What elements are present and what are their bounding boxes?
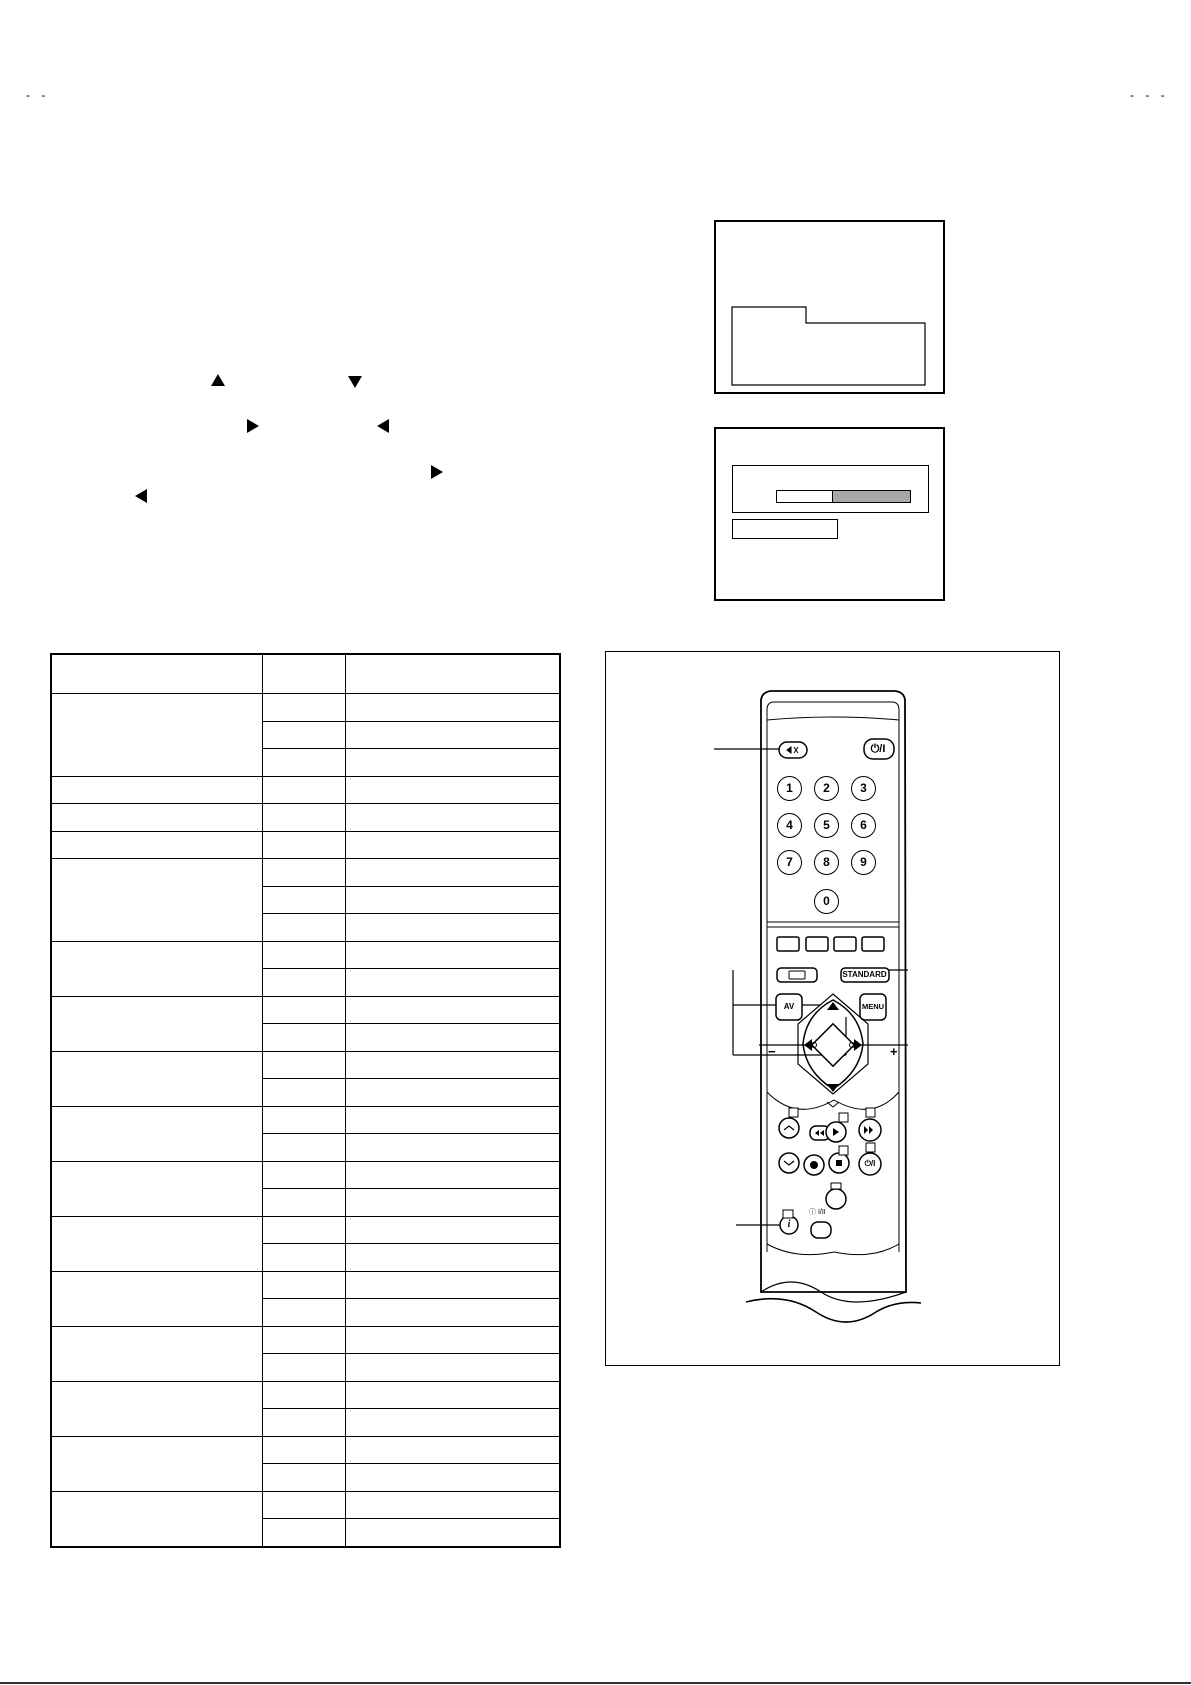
digit-button-8[interactable]: 8: [814, 850, 839, 875]
mode-cell: [262, 859, 346, 887]
adjust-bar-filled: [832, 490, 911, 503]
mode-cell: [262, 969, 346, 997]
value-cell: [346, 1024, 560, 1052]
table-row: [51, 1161, 560, 1189]
table-header-cell: [51, 654, 262, 694]
value-cell: [346, 831, 560, 859]
mode-cell: [262, 721, 346, 749]
item-cell: [51, 1106, 262, 1161]
info-button[interactable]: i: [787, 1219, 791, 1230]
value-cell: [346, 1326, 560, 1354]
page-bottom-rule: [0, 1682, 1191, 1684]
mode-cell: [262, 1051, 346, 1079]
mode-cell: [262, 1161, 346, 1189]
item-cell: [51, 1491, 262, 1547]
value-cell: [346, 1189, 560, 1217]
value-cell: [346, 1354, 560, 1382]
item-cell: [51, 804, 262, 832]
menu-tab-frame: [716, 222, 943, 392]
digit-button-9[interactable]: 9: [851, 850, 876, 875]
value-cell: [346, 1134, 560, 1162]
value-cell: [346, 886, 560, 914]
left-button[interactable]: [799, 1030, 825, 1060]
value-cell: [346, 1381, 560, 1409]
digit-button-3[interactable]: 3: [851, 776, 876, 801]
av-button[interactable]: AV: [783, 1002, 795, 1011]
mode-cell: [262, 941, 346, 969]
value-cell: [346, 1491, 560, 1519]
screen-illustration-2: [714, 427, 945, 601]
value-cell: [346, 1299, 560, 1327]
value-cell: [346, 1106, 560, 1134]
power-button[interactable]: ⏻/I: [870, 743, 886, 755]
digit-button-5[interactable]: 5: [814, 813, 839, 838]
mode-cell: [262, 914, 346, 942]
item-cell: [51, 831, 262, 859]
table-row: [51, 804, 560, 832]
remote-figure-frame: [605, 651, 1060, 1366]
left-arrow-icon: [135, 489, 147, 503]
mode-cell: [262, 1189, 346, 1217]
mode-cell: [262, 1491, 346, 1519]
table-row: [51, 1326, 560, 1354]
mode-cell: [262, 694, 346, 722]
right-button[interactable]: [841, 1030, 867, 1060]
down-arrow-icon: [348, 376, 362, 388]
table-row: [51, 1271, 560, 1299]
value-cell: [346, 776, 560, 804]
mode-cell: [262, 1436, 346, 1464]
digit-button-1[interactable]: 1: [777, 776, 802, 801]
table-row: [51, 1381, 560, 1409]
up-arrow-icon: [211, 374, 225, 386]
digit-button-4[interactable]: 4: [777, 813, 802, 838]
mute-button[interactable]: [778, 741, 807, 758]
item-cell: [51, 1216, 262, 1271]
value-cell: [346, 1436, 560, 1464]
left-arrow-icon: [377, 419, 389, 433]
value-cell: [346, 1051, 560, 1079]
table-row: [51, 859, 560, 887]
table-row: [51, 1216, 560, 1244]
digit-button-2[interactable]: 2: [814, 776, 839, 801]
table-row: [51, 831, 560, 859]
adjustment-table: [50, 653, 561, 1548]
value-cell: [346, 1519, 560, 1547]
mode-cell: [262, 1134, 346, 1162]
value-cell: [346, 1464, 560, 1492]
mode-cell: [262, 1079, 346, 1107]
record-power-button[interactable]: ⏻/I: [864, 1159, 876, 1168]
value-cell: [346, 694, 560, 722]
table-row: [51, 1106, 560, 1134]
table-header-cell: [262, 654, 346, 694]
item-cell: [51, 1381, 262, 1436]
teletext-button[interactable]: [776, 968, 817, 982]
table-row: [51, 1436, 560, 1464]
table-row: [51, 1491, 560, 1519]
minus-label: −: [768, 1044, 776, 1059]
mode-cell: [262, 1326, 346, 1354]
mode-cell: [262, 1106, 346, 1134]
mode-cell: [262, 1024, 346, 1052]
adjust-panel: [732, 465, 929, 513]
mode-cell: [262, 1216, 346, 1244]
mode-cell: [262, 1244, 346, 1272]
value-cell: [346, 859, 560, 887]
item-cell: [51, 1326, 262, 1381]
screen-illustration-1: [714, 220, 945, 394]
item-cell: [51, 1271, 262, 1326]
value-cell: [346, 1271, 560, 1299]
table-header-cell: [346, 654, 560, 694]
table-row: [51, 996, 560, 1024]
mode-cell: [262, 1354, 346, 1382]
value-cell: [346, 1079, 560, 1107]
table-row: [51, 941, 560, 969]
mode-cell: [262, 1271, 346, 1299]
plus-label: +: [890, 1044, 898, 1059]
mode-cell: [262, 776, 346, 804]
table-header-row: [51, 654, 560, 694]
sub-button-label: ⓘ I/II: [809, 1209, 826, 1216]
item-cell: [51, 859, 262, 942]
digit-button-0[interactable]: 0: [814, 889, 839, 914]
value-cell: [346, 1409, 560, 1437]
value-cell: [346, 969, 560, 997]
mode-cell: [262, 1464, 346, 1492]
corner-mark-right: - - -: [1130, 88, 1169, 102]
value-cell: [346, 749, 560, 777]
mode-cell: [262, 1519, 346, 1547]
value-cell: [346, 914, 560, 942]
value-cell: [346, 941, 560, 969]
down-button[interactable]: [818, 1069, 848, 1095]
adjust-bar-empty: [776, 490, 833, 503]
mode-cell: [262, 1299, 346, 1327]
mode-cell: [262, 749, 346, 777]
item-cell: [51, 776, 262, 804]
right-arrow-icon: [247, 419, 259, 433]
digit-button-7[interactable]: 7: [777, 850, 802, 875]
item-cell: [51, 996, 262, 1051]
item-cell: [51, 1436, 262, 1491]
mode-cell: [262, 996, 346, 1024]
table-row: [51, 1051, 560, 1079]
item-cell: [51, 1051, 262, 1106]
table-row: [51, 776, 560, 804]
mode-cell: [262, 886, 346, 914]
item-cell: [51, 941, 262, 996]
value-cell: [346, 804, 560, 832]
item-cell: [51, 1161, 262, 1216]
value-cell: [346, 996, 560, 1024]
standard-button[interactable]: STANDARD: [842, 970, 887, 979]
up-button[interactable]: [818, 995, 848, 1021]
digit-button-6[interactable]: 6: [851, 813, 876, 838]
status-box: [732, 519, 838, 539]
mode-cell: [262, 831, 346, 859]
value-cell: [346, 1161, 560, 1189]
value-cell: [346, 1244, 560, 1272]
mode-cell: [262, 1409, 346, 1437]
menu-button[interactable]: MENU: [861, 1002, 885, 1011]
value-cell: [346, 721, 560, 749]
item-cell: [51, 694, 262, 777]
table-row: [51, 694, 560, 722]
right-arrow-icon: [431, 465, 443, 479]
mode-cell: [262, 804, 346, 832]
corner-mark-left: - -: [26, 88, 50, 102]
value-cell: [346, 1216, 560, 1244]
mode-cell: [262, 1381, 346, 1409]
